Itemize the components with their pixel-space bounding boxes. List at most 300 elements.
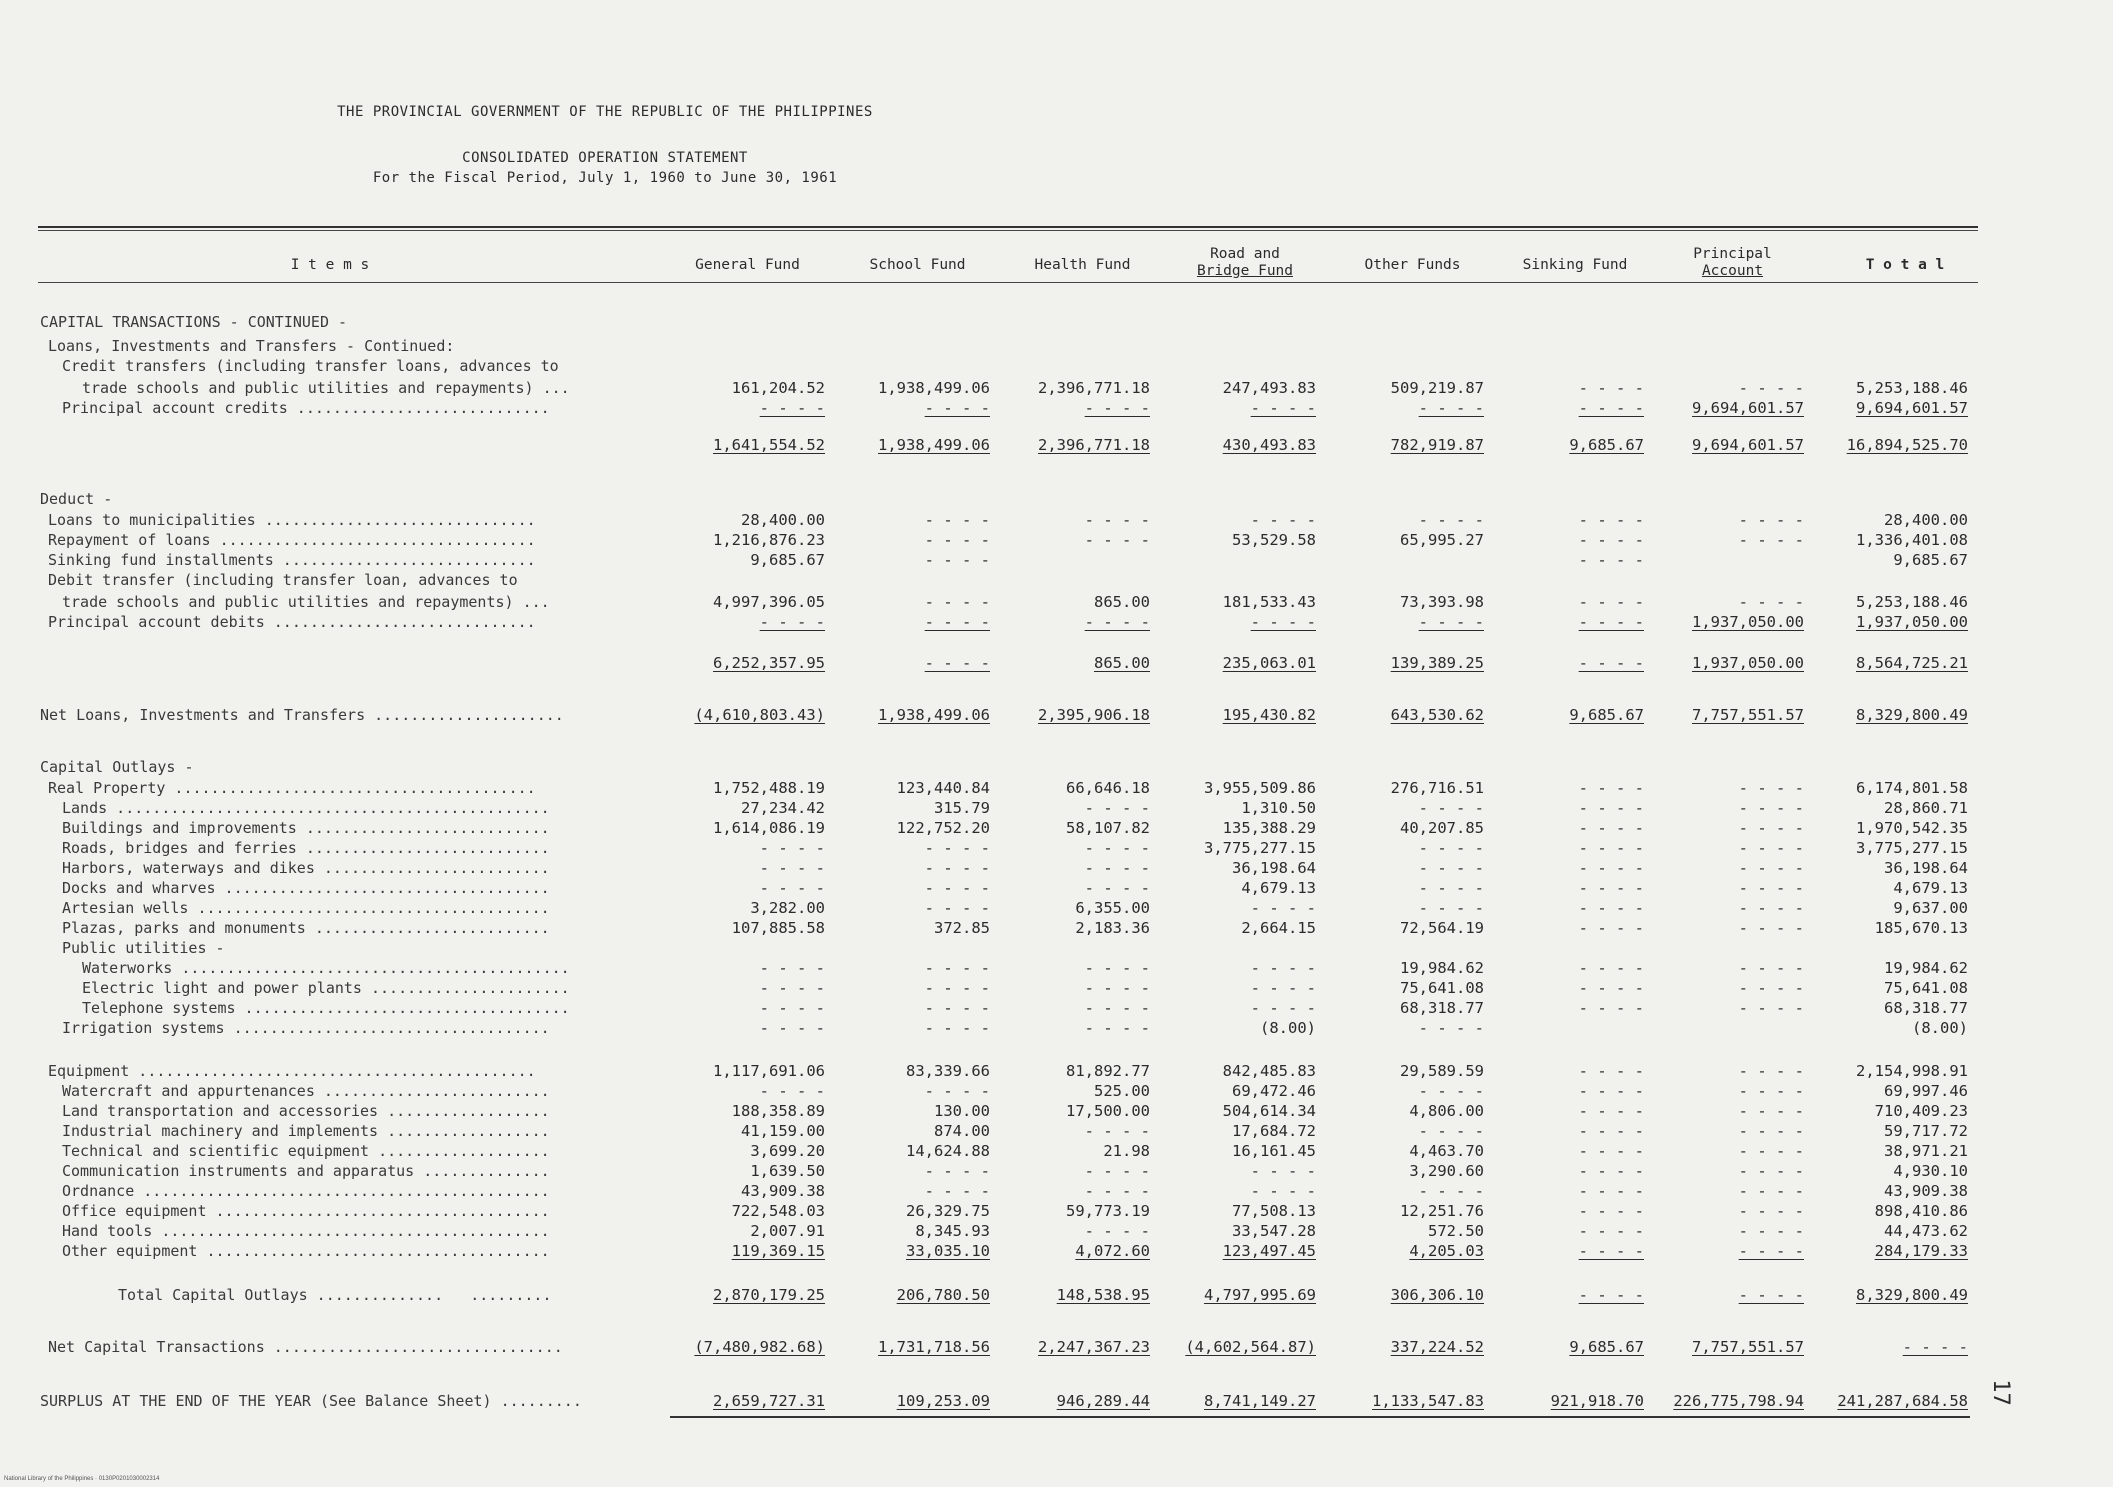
table-row (0, 613, 2113, 635)
col-header-road-line1: Road and (1210, 246, 1280, 262)
page-number: 17 (1987, 1379, 2013, 1406)
row-value-col-6: - - - - (1578, 654, 1644, 672)
row-label: Public utilities - (62, 939, 225, 957)
row-value-col-8: 75,641.08 (1884, 979, 1968, 997)
row-value-col-4: 195,430.82 (1222, 706, 1316, 724)
row-value-col-5: - - - - (1418, 1019, 1484, 1037)
row-value-col-4: 4,679.13 (1241, 879, 1316, 897)
row-value-col-2: - - - - (924, 531, 990, 549)
row-value-col-2: - - - - (924, 613, 990, 631)
row-label: trade schools and public utilities and repayments) ... (82, 379, 570, 397)
row-value-col-8: (8.00) (1912, 1019, 1968, 1037)
row-value-col-3: 148,538.95 (1056, 1286, 1150, 1304)
row-value-col-4: - - - - (1250, 1182, 1316, 1200)
row-value-col-8: 8,329,800.49 (1856, 1286, 1968, 1304)
row-value-col-6: - - - - (1578, 399, 1644, 417)
row-value-col-1: - - - - (759, 979, 825, 997)
row-label: Net Capital Transactions ................................ (48, 1338, 563, 1356)
table-row (0, 379, 2113, 401)
row-value-col-4: - - - - (1250, 999, 1316, 1017)
row-value-col-8: 4,679.13 (1893, 879, 1968, 897)
row-value-col-8: 284,179.33 (1874, 1242, 1968, 1260)
row-value-col-6: - - - - (1578, 999, 1644, 1017)
row-value-col-2: 123,440.84 (896, 779, 990, 797)
row-value-col-3: - - - - (1084, 1019, 1150, 1037)
row-value-col-1: 107,885.58 (731, 919, 825, 937)
row-value-col-1: 43,909.38 (741, 1182, 825, 1200)
row-label: Watercraft and appurtenances ......................... (62, 1082, 550, 1100)
row-value-col-7: 1,937,050.00 (1692, 654, 1804, 672)
row-value-col-1: 1,614,086.19 (713, 819, 825, 837)
row-label: trade schools and public utilities and repayments) ... (62, 593, 550, 611)
row-value-col-4: 430,493.83 (1222, 436, 1316, 454)
row-value-col-5: 4,463.70 (1409, 1142, 1484, 1160)
statement-period: For the Fiscal Period, July 1, 1960 to June 30, 1961 (372, 170, 838, 186)
row-value-col-6: - - - - (1578, 779, 1644, 797)
row-value-col-5: 29,589.59 (1400, 1062, 1484, 1080)
row-value-col-5: 4,205.03 (1409, 1242, 1484, 1260)
row-value-col-5: - - - - (1418, 839, 1484, 857)
row-value-col-7: 7,757,551.57 (1692, 1338, 1804, 1356)
row-label: Sinking fund installments ............................ (48, 551, 536, 569)
table-row (0, 571, 2113, 593)
row-value-col-7: 9,694,601.57 (1692, 436, 1804, 454)
row-value-col-1: 2,659,727.31 (713, 1392, 825, 1410)
row-value-col-2: - - - - (924, 999, 990, 1017)
table-row (0, 1286, 2113, 1308)
row-value-col-2: 874.00 (934, 1122, 990, 1140)
row-value-col-5: 68,318.77 (1400, 999, 1484, 1017)
row-value-col-1: - - - - (759, 839, 825, 857)
row-value-col-3: - - - - (1084, 531, 1150, 549)
row-value-col-5: 139,389.25 (1390, 654, 1484, 672)
document-title: THE PROVINCIAL GOVERNMENT OF THE REPUBLIC OF THE PHILIPPINES (337, 104, 873, 120)
row-value-col-6: - - - - (1578, 593, 1644, 611)
row-value-col-5: 1,133,547.83 (1372, 1392, 1484, 1410)
row-value-col-5: - - - - (1418, 613, 1484, 631)
row-value-col-1: 6,252,357.95 (713, 654, 825, 672)
row-value-col-7: - - - - (1738, 919, 1804, 937)
row-value-col-6: - - - - (1578, 1202, 1644, 1220)
row-value-col-8: 9,694,601.57 (1856, 399, 1968, 417)
row-value-col-3: 2,395,906.18 (1038, 706, 1150, 724)
row-value-col-1: 41,159.00 (741, 1122, 825, 1140)
row-value-col-6: - - - - (1578, 979, 1644, 997)
row-value-col-5: - - - - (1418, 511, 1484, 529)
row-value-col-7: - - - - (1738, 379, 1804, 397)
col-header-other-funds: Other Funds (1364, 257, 1461, 273)
row-value-col-4: - - - - (1250, 399, 1316, 417)
footer-note: National Library of the Philippines · 0130P0201030002314 (4, 1476, 160, 1482)
table-row (0, 899, 2113, 921)
row-value-col-7: - - - - (1738, 1102, 1804, 1120)
row-label: Debit transfer (including transfer loan, advances to (48, 571, 518, 589)
row-value-col-5: 72,564.19 (1400, 919, 1484, 937)
row-value-col-7: - - - - (1738, 1242, 1804, 1260)
row-value-col-7: - - - - (1738, 1182, 1804, 1200)
row-value-col-4: 504,614.34 (1222, 1102, 1316, 1120)
row-label: Artesian wells ....................................... (62, 899, 550, 917)
row-label: Docks and wharves .................................... (62, 879, 550, 897)
row-value-col-3: 21.98 (1103, 1142, 1150, 1160)
row-value-col-4: 3,955,509.86 (1204, 779, 1316, 797)
row-label: Buildings and improvements ........................... (62, 819, 550, 837)
table-row (0, 999, 2113, 1021)
table-row (0, 859, 2113, 881)
row-value-col-5: 782,919.87 (1390, 436, 1484, 454)
row-value-col-2: - - - - (924, 511, 990, 529)
row-value-col-6: - - - - (1578, 859, 1644, 877)
table-row (0, 1142, 2113, 1164)
row-value-col-1: 4,997,396.05 (713, 593, 825, 611)
row-value-col-5: - - - - (1418, 1082, 1484, 1100)
row-value-col-4: 77,508.13 (1232, 1202, 1316, 1220)
row-value-col-8: 38,971.21 (1884, 1142, 1968, 1160)
row-value-col-8: 9,637.00 (1893, 899, 1968, 917)
row-value-col-5: - - - - (1418, 879, 1484, 897)
row-label: Waterworks ........................................... (82, 959, 570, 977)
row-value-col-1: - - - - (759, 1019, 825, 1037)
row-value-col-1: - - - - (759, 999, 825, 1017)
col-header-road-bridge-fund (1170, 246, 1320, 280)
header-bottom-rule (38, 282, 1978, 283)
row-value-col-2: - - - - (924, 399, 990, 417)
row-value-col-7: - - - - (1738, 999, 1804, 1017)
row-label: Ordnance ............................................. (62, 1182, 550, 1200)
row-value-col-2: 372.85 (934, 919, 990, 937)
row-value-col-5: 509,219.87 (1390, 379, 1484, 397)
table-row (0, 1222, 2113, 1244)
row-value-col-4: 16,161.45 (1232, 1142, 1316, 1160)
row-value-col-7: 1,937,050.00 (1692, 613, 1804, 631)
col-header-principal-line2: Account (1701, 263, 1764, 279)
col-header-road-line2: Bridge Fund (1196, 263, 1294, 279)
row-value-col-8: 6,174,801.58 (1856, 779, 1968, 797)
row-value-col-1: 161,204.52 (731, 379, 825, 397)
row-value-col-5: 572.50 (1428, 1222, 1484, 1240)
row-value-col-6: 9,685.67 (1569, 1338, 1644, 1356)
row-label: Real Property ........................................ (48, 779, 536, 797)
col-header-principal-line1: Principal (1693, 246, 1772, 262)
row-label: Capital Outlays - (40, 758, 194, 776)
row-value-col-2: 1,731,718.56 (878, 1338, 990, 1356)
row-label: Total Capital Outlays .............. ......... (118, 1286, 552, 1304)
row-label: Net Loans, Investments and Transfers ..................... (40, 706, 564, 724)
table-row (0, 706, 2113, 728)
row-value-col-7: - - - - (1738, 531, 1804, 549)
row-value-col-3: 6,355.00 (1075, 899, 1150, 917)
row-label: CAPITAL TRANSACTIONS - CONTINUED - (40, 313, 348, 331)
row-label: Telephone systems .................................... (82, 999, 570, 1017)
row-value-col-1: - - - - (759, 613, 825, 631)
table-row (0, 779, 2113, 801)
row-value-col-8: 241,287,684.58 (1837, 1392, 1968, 1410)
row-value-col-4: 8,741,149.27 (1204, 1392, 1316, 1410)
table-row (0, 1202, 2113, 1224)
table-row (0, 1082, 2113, 1104)
row-value-col-3: - - - - (1084, 979, 1150, 997)
row-value-col-2: - - - - (924, 979, 990, 997)
row-value-col-8: 8,564,725.21 (1856, 654, 1968, 672)
row-value-col-1: 188,358.89 (731, 1102, 825, 1120)
row-value-col-2: 130.00 (934, 1102, 990, 1120)
row-value-col-3: - - - - (1084, 959, 1150, 977)
row-value-col-8: 19,984.62 (1884, 959, 1968, 977)
col-header-sinking-fund: Sinking Fund (1522, 257, 1628, 273)
row-value-col-5: - - - - (1418, 399, 1484, 417)
row-value-col-2: 122,752.20 (896, 819, 990, 837)
row-value-col-6: - - - - (1578, 799, 1644, 817)
row-value-col-3: 59,773.19 (1066, 1202, 1150, 1220)
row-value-col-2: 14,624.88 (906, 1142, 990, 1160)
row-value-col-1: 1,639.50 (750, 1162, 825, 1180)
row-value-col-3: 525.00 (1094, 1082, 1150, 1100)
row-value-col-7: - - - - (1738, 1082, 1804, 1100)
row-value-col-1: 1,216,876.23 (713, 531, 825, 549)
row-value-col-5: - - - - (1418, 799, 1484, 817)
row-value-col-3: 2,396,771.18 (1038, 436, 1150, 454)
table-row (0, 593, 2113, 615)
row-value-col-3: - - - - (1084, 839, 1150, 857)
row-value-col-1: 3,282.00 (750, 899, 825, 917)
row-value-col-6: - - - - (1578, 959, 1644, 977)
row-value-col-8: 710,409.23 (1874, 1102, 1968, 1120)
table-row (0, 939, 2113, 961)
row-value-col-7: 7,757,551.57 (1692, 706, 1804, 724)
row-value-col-7: - - - - (1738, 1162, 1804, 1180)
row-value-col-3: 2,183.36 (1075, 919, 1150, 937)
table-row (0, 1062, 2113, 1084)
row-value-col-5: 75,641.08 (1400, 979, 1484, 997)
row-value-col-8: 4,930.10 (1893, 1162, 1968, 1180)
table-row (0, 979, 2113, 1001)
table-row (0, 313, 2113, 335)
row-value-col-1: 722,548.03 (731, 1202, 825, 1220)
row-value-col-5: 40,207.85 (1400, 819, 1484, 837)
row-label: Other equipment ...................................... (62, 1242, 550, 1260)
table-row (0, 819, 2113, 841)
row-value-col-6: 9,685.67 (1569, 706, 1644, 724)
row-label: Technical and scientific equipment ................... (62, 1142, 550, 1160)
row-label: Industrial machinery and implements .................. (62, 1122, 550, 1140)
row-value-col-2: 1,938,499.06 (878, 379, 990, 397)
row-value-col-2: 1,938,499.06 (878, 436, 990, 454)
row-label: SURPLUS AT THE END OF THE YEAR (See Balance Sheet) ......... (40, 1392, 582, 1410)
row-label: Equipment ............................................ (48, 1062, 536, 1080)
row-label: Electric light and power plants ...................... (82, 979, 570, 997)
row-value-col-6: 9,685.67 (1569, 436, 1644, 454)
row-value-col-1: - - - - (759, 879, 825, 897)
row-value-col-8: 16,894,525.70 (1846, 436, 1968, 454)
row-label: Plazas, parks and monuments .......................... (62, 919, 550, 937)
row-value-col-1: 119,369.15 (731, 1242, 825, 1260)
table-row (0, 399, 2113, 421)
row-value-col-2: 83,339.66 (906, 1062, 990, 1080)
row-value-col-1: 2,007.91 (750, 1222, 825, 1240)
row-value-col-7: 226,775,798.94 (1673, 1392, 1804, 1410)
table-row (0, 919, 2113, 941)
row-value-col-3: - - - - (1084, 1122, 1150, 1140)
row-value-col-3: - - - - (1084, 1162, 1150, 1180)
row-value-col-3: - - - - (1084, 613, 1150, 631)
row-value-col-8: 898,410.86 (1874, 1202, 1968, 1220)
row-value-col-1: 27,234.42 (741, 799, 825, 817)
row-value-col-8: 2,154,998.91 (1856, 1062, 1968, 1080)
row-value-col-8: 59,717.72 (1884, 1122, 1968, 1140)
row-value-col-8: 5,253,188.46 (1856, 593, 1968, 611)
row-label: Principal account debits ............................. (48, 613, 536, 631)
row-value-col-1: 2,870,179.25 (713, 1286, 825, 1304)
row-value-col-1: 9,685.67 (750, 551, 825, 569)
row-value-col-1: (7,480,982.68) (694, 1338, 825, 1356)
row-value-col-2: - - - - (924, 1019, 990, 1037)
table-row (0, 758, 2113, 780)
row-value-col-3: 4,072.60 (1075, 1242, 1150, 1260)
row-value-col-4: 842,485.83 (1222, 1062, 1316, 1080)
row-value-col-5: 643,530.62 (1390, 706, 1484, 724)
row-value-col-4: 3,775,277.15 (1204, 839, 1316, 857)
row-value-col-7: - - - - (1738, 1222, 1804, 1240)
row-value-col-2: 206,780.50 (896, 1286, 990, 1304)
row-value-col-2: - - - - (924, 1082, 990, 1100)
row-value-col-6: - - - - (1578, 919, 1644, 937)
row-value-col-4: (8.00) (1260, 1019, 1316, 1037)
row-label: Loans, Investments and Transfers - Continued: (48, 337, 455, 355)
row-value-col-7: 9,694,601.57 (1692, 399, 1804, 417)
row-value-col-7: - - - - (1738, 779, 1804, 797)
row-value-col-2: - - - - (924, 593, 990, 611)
table-row (0, 1122, 2113, 1144)
row-value-col-8: 8,329,800.49 (1856, 706, 1968, 724)
row-value-col-3: 66,646.18 (1066, 779, 1150, 797)
row-value-col-5: 65,995.27 (1400, 531, 1484, 549)
row-value-col-3: 81,892.77 (1066, 1062, 1150, 1080)
row-value-col-6: - - - - (1578, 1102, 1644, 1120)
row-value-col-4: (4,602,564.87) (1185, 1338, 1316, 1356)
row-value-col-3: - - - - (1084, 511, 1150, 529)
row-value-col-7: - - - - (1738, 1202, 1804, 1220)
row-value-col-8: 69,997.46 (1884, 1082, 1968, 1100)
row-value-col-6: - - - - (1578, 899, 1644, 917)
row-value-col-6: - - - - (1578, 551, 1644, 569)
row-value-col-7: - - - - (1738, 819, 1804, 837)
row-value-col-7: - - - - (1738, 799, 1804, 817)
row-value-col-8: 3,775,277.15 (1856, 839, 1968, 857)
statement-title: CONSOLIDATED OPERATION STATEMENT (462, 150, 748, 166)
row-value-col-6: - - - - (1578, 839, 1644, 857)
row-value-col-3: - - - - (1084, 999, 1150, 1017)
row-value-col-2: - - - - (924, 959, 990, 977)
row-value-col-3: - - - - (1084, 399, 1150, 417)
row-value-col-8: 68,318.77 (1884, 999, 1968, 1017)
row-value-col-4: 123,497.45 (1222, 1242, 1316, 1260)
col-header-health-fund: Health Fund (1034, 257, 1131, 273)
row-value-col-8: 44,473.62 (1884, 1222, 1968, 1240)
row-value-col-8: 1,937,050.00 (1856, 613, 1968, 631)
row-value-col-1: - - - - (759, 959, 825, 977)
row-value-col-3: 865.00 (1094, 654, 1150, 672)
row-value-col-1: (4,610,803.43) (694, 706, 825, 724)
row-value-col-1: - - - - (759, 859, 825, 877)
row-label: Credit transfers (including transfer loans, advances to (62, 357, 559, 375)
row-value-col-4: 17,684.72 (1232, 1122, 1316, 1140)
row-label: Repayment of loans ................................... (48, 531, 536, 549)
table-row (0, 1182, 2113, 1204)
row-value-col-4: - - - - (1250, 1162, 1316, 1180)
row-value-col-2: - - - - (924, 1162, 990, 1180)
row-value-col-7: - - - - (1738, 1062, 1804, 1080)
row-value-col-8: 185,670.13 (1874, 919, 1968, 937)
table-row (0, 1102, 2113, 1124)
row-value-col-4: 247,493.83 (1222, 379, 1316, 397)
row-value-col-2: - - - - (924, 839, 990, 857)
row-value-col-7: - - - - (1738, 511, 1804, 529)
table-row (0, 337, 2113, 359)
row-value-col-1: 1,752,488.19 (713, 779, 825, 797)
row-label: Roads, bridges and ferries ........................... (62, 839, 550, 857)
row-value-col-7: - - - - (1738, 1286, 1804, 1304)
row-value-col-7: - - - - (1738, 979, 1804, 997)
table-row (0, 799, 2113, 821)
row-value-col-7: - - - - (1738, 899, 1804, 917)
row-value-col-2: 26,329.75 (906, 1202, 990, 1220)
row-value-col-2: - - - - (924, 899, 990, 917)
row-label: Communication instruments and apparatus .............. (62, 1162, 550, 1180)
row-value-col-7: - - - - (1738, 859, 1804, 877)
row-value-col-2: - - - - (924, 654, 990, 672)
row-value-col-5: - - - - (1418, 1182, 1484, 1200)
row-value-col-7: - - - - (1738, 1142, 1804, 1160)
table-row (0, 959, 2113, 981)
row-value-col-6: - - - - (1578, 379, 1644, 397)
row-value-col-1: 1,641,554.52 (713, 436, 825, 454)
row-value-col-2: 315.79 (934, 799, 990, 817)
row-value-col-6: - - - - (1578, 1162, 1644, 1180)
col-header-school-fund: School Fund (869, 257, 966, 273)
row-label: Harbors, waterways and dikes ......................... (62, 859, 550, 877)
row-value-col-3: - - - - (1084, 859, 1150, 877)
row-value-col-1: 1,117,691.06 (713, 1062, 825, 1080)
row-value-col-5: - - - - (1418, 1122, 1484, 1140)
row-value-col-5: 4,806.00 (1409, 1102, 1484, 1120)
row-value-col-2: - - - - (924, 1182, 990, 1200)
row-value-col-6: 921,918.70 (1550, 1392, 1644, 1410)
row-value-col-1: - - - - (759, 1082, 825, 1100)
row-value-col-8: 28,400.00 (1884, 511, 1968, 529)
row-value-col-4: 69,472.46 (1232, 1082, 1316, 1100)
row-value-col-5: - - - - (1418, 859, 1484, 877)
table-row (0, 654, 2113, 676)
row-value-col-1: 28,400.00 (741, 511, 825, 529)
row-value-col-2: - - - - (924, 551, 990, 569)
row-value-col-3: - - - - (1084, 1182, 1150, 1200)
row-value-col-8: - - - - (1902, 1338, 1968, 1356)
table-top-rule (38, 226, 1978, 228)
row-value-col-5: 19,984.62 (1400, 959, 1484, 977)
row-value-col-6: - - - - (1578, 1142, 1644, 1160)
row-label: Deduct - (40, 490, 113, 508)
row-value-col-5: 73,393.98 (1400, 593, 1484, 611)
row-value-col-5: - - - - (1418, 899, 1484, 917)
surplus-double-rule (670, 1416, 1970, 1418)
row-value-col-5: 306,306.10 (1390, 1286, 1484, 1304)
row-value-col-5: 276,716.51 (1390, 779, 1484, 797)
row-value-col-6: - - - - (1578, 511, 1644, 529)
row-value-col-4: 53,529.58 (1232, 531, 1316, 549)
table-row (0, 357, 2113, 379)
row-value-col-8: 1,336,401.08 (1856, 531, 1968, 549)
row-label: Hand tools ........................................... (62, 1222, 550, 1240)
